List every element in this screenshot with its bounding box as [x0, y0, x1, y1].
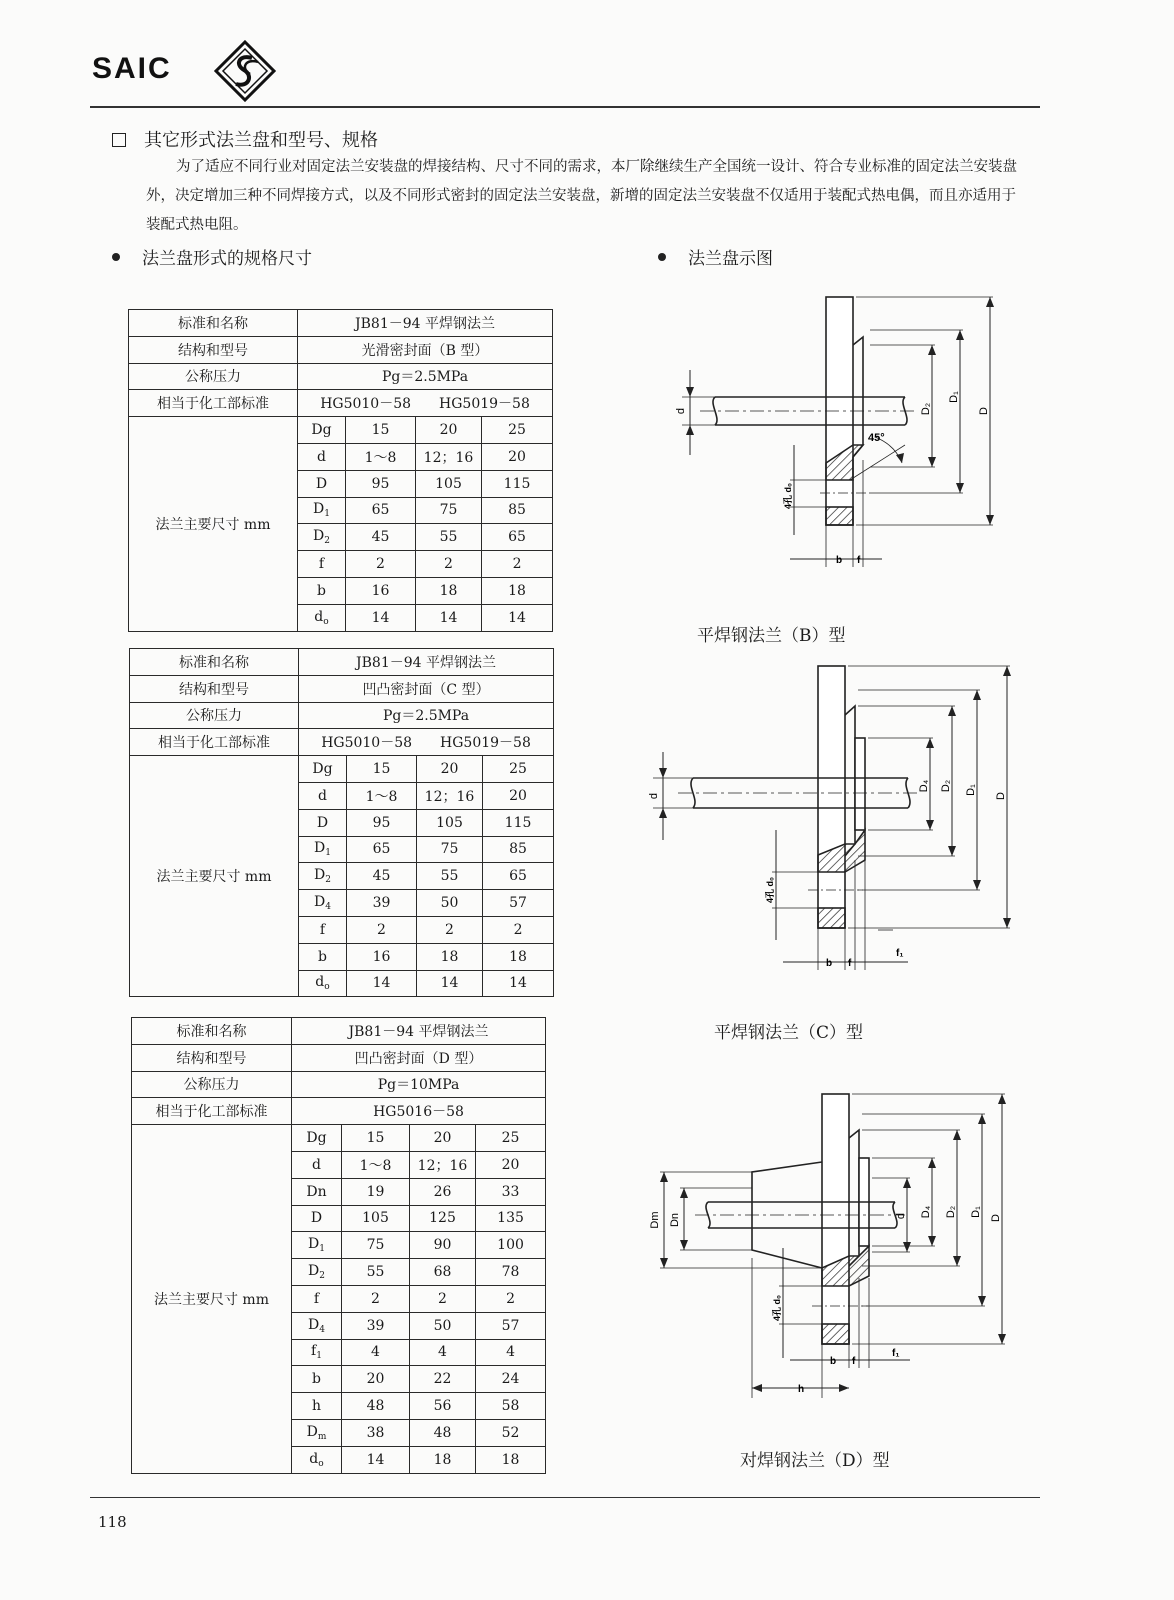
param-cell: $d_o$ [292, 1446, 342, 1473]
param-cell: b [292, 1366, 342, 1393]
param-cell: D [292, 1205, 342, 1232]
dim-D-label: D [995, 792, 1007, 800]
holes-label: 4孔 d₀ [772, 1294, 782, 1322]
value-cell: 105 [342, 1205, 410, 1232]
row-label: 标准和名称 [130, 649, 299, 676]
row-label: 相当于化工部标准 [132, 1098, 292, 1125]
page-number: 118 [98, 1513, 127, 1531]
value-cell: 20 [476, 1151, 546, 1178]
value-cell: 15 [347, 756, 417, 783]
value-cell: 2 [416, 551, 482, 578]
spec-table-b [128, 309, 553, 632]
value-cell: 50 [417, 890, 483, 917]
value-cell: 14 [416, 604, 482, 631]
param-cell: d [292, 1151, 342, 1178]
dim-D4-label: D₄ [920, 1205, 932, 1219]
value-cell: 55 [416, 524, 482, 551]
dim-b-label: b [830, 1356, 837, 1367]
value-cell: 105 [417, 809, 483, 836]
value-cell: 20 [482, 443, 553, 470]
row-label: 相当于化工部标准 [130, 729, 299, 756]
value-cell: 12；16 [417, 782, 483, 809]
value-cell: 25 [483, 756, 554, 783]
bullet-spec-dims-text: 法兰盘形式的规格尺寸 [142, 249, 312, 269]
value-cell: 85 [483, 836, 554, 863]
value-cell: 4 [342, 1339, 410, 1366]
flange-diagram-b [670, 285, 1020, 575]
param-cell: $D_4$ [299, 890, 347, 917]
dims-label: 法兰主要尺寸 mm [130, 756, 299, 997]
value-cell: 65 [483, 863, 554, 890]
row-value: 凹凸密封面（D 型） [292, 1044, 546, 1071]
bullet-icon [658, 253, 666, 261]
holes-label: 4孔 d₀ [765, 876, 775, 904]
value-cell: 19 [342, 1178, 410, 1205]
dim-f-label: f [857, 555, 861, 566]
intro-paragraph: 为了适应不同行业对固定法兰安装盘的焊接结构、尺寸不同的需求，本厂除继续生产全国统一设计、符合专业标准的固定法兰安装盘外，决定增加三种不同焊接方式，以及不同形式密封的固定法兰安装盘，新增的固定法兰安装盘不仅适用于装配式热电偶，而且亦适用于装配式热电阻。 [146, 159, 1017, 233]
value-cell: 14 [483, 970, 554, 997]
value-cell: 48 [342, 1393, 410, 1420]
row-label: 结构和型号 [129, 336, 298, 363]
value-cell: 125 [410, 1205, 476, 1232]
param-cell: D [298, 470, 346, 497]
value-cell: 2 [417, 916, 483, 943]
value-cell: 18 [417, 943, 483, 970]
value-cell: 25 [482, 417, 553, 444]
param-cell: f [298, 551, 346, 578]
value-cell: 20 [410, 1125, 476, 1152]
value-cell: 56 [410, 1393, 476, 1420]
row-value: HG5010－58 HG5019－58 [298, 390, 553, 417]
table-row [129, 363, 553, 390]
dim-Dn-label: Dn [669, 1212, 681, 1228]
holes-label: 4孔 d₀ [783, 482, 793, 510]
table-row [132, 1044, 546, 1071]
row-value: JB81－94 平焊钢法兰 [299, 649, 554, 676]
row-label: 标准和名称 [129, 310, 298, 337]
value-cell: 12；16 [416, 443, 482, 470]
value-cell: 48 [410, 1419, 476, 1446]
param-cell: $f_1$ [292, 1339, 342, 1366]
spec-table-c [129, 648, 554, 997]
param-cell: b [299, 943, 347, 970]
value-cell: 1～8 [347, 782, 417, 809]
dim-D2-label: D₂ [920, 402, 932, 416]
dims-label: 法兰主要尺寸 mm [129, 417, 298, 631]
dim-b-label: b [826, 958, 833, 969]
value-cell: 65 [482, 524, 553, 551]
row-label: 公称压力 [129, 363, 298, 390]
table-row [130, 702, 554, 729]
dims-label: 法兰主要尺寸 mm [132, 1125, 292, 1473]
section-title-text: 其它形式法兰盘和型号、规格 [144, 130, 378, 151]
value-cell: 57 [476, 1312, 546, 1339]
value-cell: 14 [417, 970, 483, 997]
value-cell: 55 [342, 1259, 410, 1286]
value-cell: 26 [410, 1178, 476, 1205]
param-cell: $D_2$ [298, 524, 346, 551]
value-cell: 38 [342, 1419, 410, 1446]
checkbox-icon [112, 133, 126, 147]
value-cell: 75 [342, 1232, 410, 1259]
dim-h-label: h [798, 1384, 805, 1395]
section-title [112, 126, 378, 152]
table-row [129, 336, 553, 363]
value-cell: 16 [347, 943, 417, 970]
param-cell: Dg [292, 1125, 342, 1152]
value-cell: 20 [417, 756, 483, 783]
value-cell: 25 [476, 1125, 546, 1152]
param-cell: Dn [292, 1178, 342, 1205]
header-divider [90, 106, 1040, 108]
value-cell: 14 [346, 604, 416, 631]
row-value: 光滑密封面（B 型） [298, 336, 553, 363]
value-cell: 45 [347, 863, 417, 890]
value-cell: 22 [410, 1366, 476, 1393]
bullet-diagrams-text: 法兰盘示图 [688, 249, 773, 269]
caption-c: 平焊钢法兰（C）型 [714, 1023, 864, 1043]
value-cell: 78 [476, 1259, 546, 1286]
table-row [129, 390, 553, 417]
table-row [132, 1125, 546, 1152]
dim-D-label: D [978, 407, 990, 415]
angle-label: 45° [868, 432, 885, 444]
value-cell: 65 [346, 497, 416, 524]
dim-D4-label: D₄ [918, 779, 930, 793]
row-value: JB81－94 平焊钢法兰 [298, 310, 553, 337]
param-cell: $D_2$ [299, 863, 347, 890]
dim-D2-label: D₂ [940, 779, 952, 793]
param-cell: $D_1$ [298, 497, 346, 524]
row-value: Pg＝2.5MPa [298, 363, 553, 390]
value-cell: 14 [342, 1446, 410, 1473]
value-cell: 95 [347, 809, 417, 836]
dim-D1-label: D₁ [970, 1206, 982, 1218]
row-value: HG5010－58 HG5019－58 [299, 729, 554, 756]
value-cell: 2 [347, 916, 417, 943]
value-cell: 58 [476, 1393, 546, 1420]
param-cell: $d_o$ [298, 604, 346, 631]
bullet-diagrams [658, 244, 773, 269]
value-cell: 75 [417, 836, 483, 863]
value-cell: 52 [476, 1419, 546, 1446]
value-cell: 4 [476, 1339, 546, 1366]
logo-text: SAIC [92, 52, 172, 85]
value-cell: 15 [346, 417, 416, 444]
table-row [132, 1018, 546, 1045]
value-cell: 2 [346, 551, 416, 578]
param-cell: d [298, 443, 346, 470]
value-cell: 18 [482, 577, 553, 604]
table-row [129, 417, 553, 444]
param-cell: $D_1$ [299, 836, 347, 863]
row-label: 结构和型号 [130, 675, 299, 702]
value-cell: 135 [476, 1205, 546, 1232]
spec-table-d [131, 1017, 546, 1474]
row-value: Pg＝10MPa [292, 1071, 546, 1098]
value-cell: 20 [342, 1366, 410, 1393]
param-cell: $D_4$ [292, 1312, 342, 1339]
dim-D1-label: D₁ [965, 784, 977, 796]
param-cell: f [292, 1285, 342, 1312]
table-row [130, 675, 554, 702]
row-value: 凹凸密封面（C 型） [299, 675, 554, 702]
bullet-icon [112, 253, 120, 261]
row-label: 公称压力 [130, 702, 299, 729]
row-label: 相当于化工部标准 [129, 390, 298, 417]
value-cell: 33 [476, 1178, 546, 1205]
value-cell: 15 [342, 1125, 410, 1152]
table-row [130, 756, 554, 783]
dim-f1-label: f₁ [892, 1348, 900, 1359]
row-label: 公称压力 [132, 1071, 292, 1098]
dim-f1-label: f₁ [896, 948, 904, 959]
value-cell: 65 [347, 836, 417, 863]
value-cell: 85 [482, 497, 553, 524]
dim-f-label: f [848, 958, 852, 969]
value-cell: 20 [483, 782, 554, 809]
table-row [132, 1098, 546, 1125]
value-cell: 2 [483, 916, 554, 943]
value-cell: 2 [410, 1285, 476, 1312]
table-row [129, 310, 553, 337]
value-cell: 57 [483, 890, 554, 917]
saic-logo-icon [214, 40, 276, 102]
caption-b: 平焊钢法兰（B）型 [697, 626, 846, 646]
value-cell: 75 [416, 497, 482, 524]
dim-Dm-label: Dm [649, 1211, 661, 1229]
value-cell: 12；16 [410, 1151, 476, 1178]
table-row [130, 729, 554, 756]
param-cell: b [298, 577, 346, 604]
dim-f-label: f [852, 1356, 856, 1367]
param-cell: d [299, 782, 347, 809]
param-cell: D [299, 809, 347, 836]
row-value: JB81－94 平焊钢法兰 [292, 1018, 546, 1045]
value-cell: 115 [482, 470, 553, 497]
value-cell: 18 [410, 1446, 476, 1473]
value-cell: 68 [410, 1259, 476, 1286]
value-cell: 50 [410, 1312, 476, 1339]
value-cell: 105 [416, 470, 482, 497]
value-cell: 55 [417, 863, 483, 890]
value-cell: 4 [410, 1339, 476, 1366]
value-cell: 39 [342, 1312, 410, 1339]
value-cell: 90 [410, 1232, 476, 1259]
param-cell: $d_o$ [299, 970, 347, 997]
dim-b-label: b [836, 555, 843, 566]
row-label: 标准和名称 [132, 1018, 292, 1045]
value-cell: 2 [476, 1285, 546, 1312]
value-cell: 14 [482, 604, 553, 631]
table-row [130, 649, 554, 676]
value-cell: 1～8 [342, 1151, 410, 1178]
value-cell: 100 [476, 1232, 546, 1259]
flange-diagram-d [640, 1088, 1030, 1408]
value-cell: 45 [346, 524, 416, 551]
value-cell: 95 [346, 470, 416, 497]
row-value: Pg＝2.5MPa [299, 702, 554, 729]
dim-d-label: d [895, 1212, 907, 1220]
table-row [132, 1071, 546, 1098]
caption-d: 对焊钢法兰（D）型 [740, 1451, 890, 1471]
dim-d-label: d [675, 407, 687, 415]
row-label: 结构和型号 [132, 1044, 292, 1071]
value-cell: 16 [346, 577, 416, 604]
value-cell: 1～8 [346, 443, 416, 470]
param-cell: $D_2$ [292, 1259, 342, 1286]
row-value: HG5016－58 [292, 1098, 546, 1125]
value-cell: 18 [483, 943, 554, 970]
value-cell: 115 [483, 809, 554, 836]
dim-D-label: D [990, 1214, 1002, 1222]
dim-d-label: d [648, 792, 660, 800]
footer-divider [90, 1497, 1040, 1498]
bullet-spec-dims [112, 244, 312, 269]
value-cell: 39 [347, 890, 417, 917]
flange-diagram-c [648, 660, 1028, 970]
value-cell: 14 [347, 970, 417, 997]
dim-D1-label: D₁ [948, 391, 960, 403]
param-cell: f [299, 916, 347, 943]
param-cell: Dg [299, 756, 347, 783]
param-cell: h [292, 1393, 342, 1420]
value-cell: 18 [416, 577, 482, 604]
value-cell: 2 [342, 1285, 410, 1312]
value-cell: 24 [476, 1366, 546, 1393]
param-cell: $D_1$ [292, 1232, 342, 1259]
value-cell: 18 [476, 1446, 546, 1473]
value-cell: 20 [416, 417, 482, 444]
dim-D2-label: D₂ [945, 1205, 957, 1219]
param-cell: Dg [298, 417, 346, 444]
value-cell: 2 [482, 551, 553, 578]
param-cell: $D_m$ [292, 1419, 342, 1446]
